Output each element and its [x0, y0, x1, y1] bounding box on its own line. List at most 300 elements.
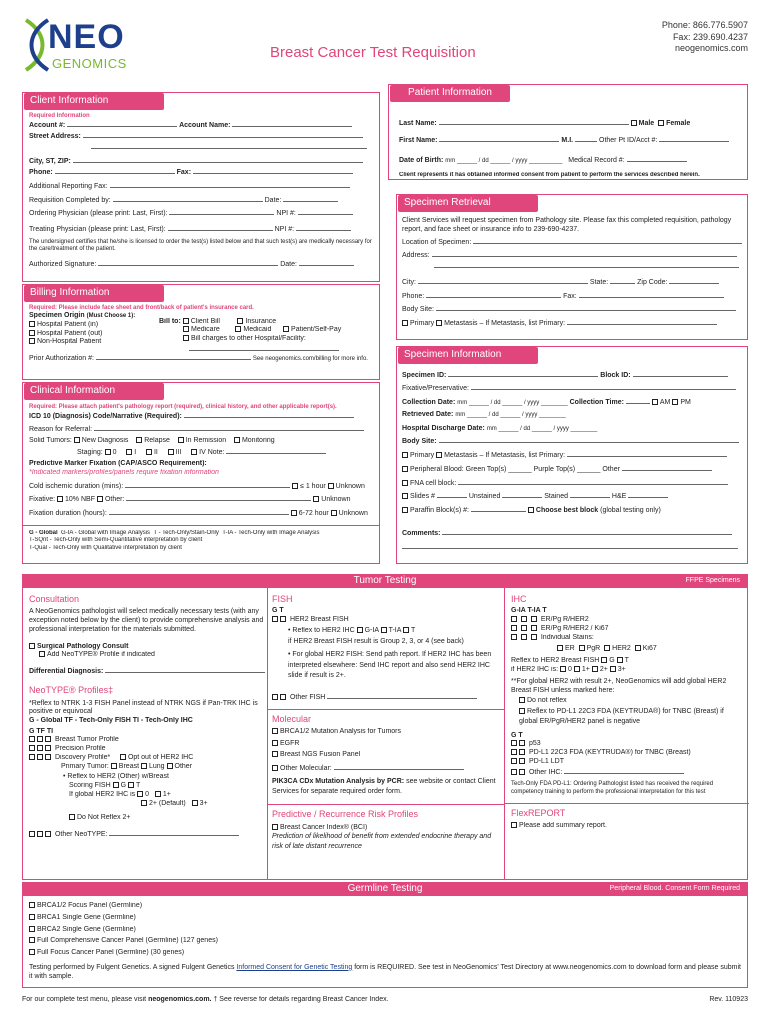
stained-field[interactable] — [570, 491, 610, 498]
phone-text: Phone: 866.776.5907 — [661, 20, 748, 30]
pt-lung-checkbox[interactable] — [141, 763, 147, 769]
fix-other-field[interactable] — [126, 494, 311, 501]
molecular-title: Molecular — [272, 713, 312, 724]
tumor-testing-bar — [22, 574, 748, 588]
ihc-gt2-header: G T — [511, 731, 523, 739]
ordering-label: Ordering Physician (please print: Last, First): — [29, 210, 168, 218]
germ-note-a: Testing performed by Fulgent Genetics. A signed Fulgent Genetics — [29, 963, 235, 971]
comments-field-2[interactable] — [402, 542, 738, 549]
req-by-field[interactable] — [113, 195, 263, 202]
account-num-label: Account #: — [29, 122, 66, 129]
bci-label: Breast Cancer Index® (BCI) — [280, 823, 368, 831]
predictive-title: Predictive / Recurrence Risk Profiles — [272, 809, 419, 820]
specimen-retrieval-title: Specimen Retrieval — [398, 195, 538, 212]
germ-comprehensive-label: Full Comprehensive Cancer Panel (Germline) (127 genes) — [37, 937, 218, 945]
stain-ki67-label: Ki67 — [642, 645, 657, 653]
other-neotype-field[interactable] — [109, 829, 239, 836]
no-reflex-label: Do Not Reflex 2+ — [77, 814, 131, 822]
erpr-gia-checkbox[interactable] — [511, 616, 517, 622]
her2-fish-g-checkbox[interactable] — [272, 616, 278, 622]
req-by-label: Requisition Completed by: — [29, 196, 111, 204]
state-field[interactable] — [610, 277, 635, 284]
neotype-legend: G - Global TF - Tech-Only FISH TI - Tech-Only IHC — [29, 716, 193, 724]
body-site-field[interactable] — [439, 436, 739, 443]
fix-unknown-label: Unknown — [321, 496, 351, 504]
scoring-g-checkbox[interactable] — [113, 782, 119, 788]
do-not-reflex-label: Do not reflex — [527, 696, 567, 704]
surg-consult-checkbox[interactable] — [29, 643, 35, 649]
footer-site-link[interactable]: neogenomics.com. — [148, 996, 212, 1003]
state-label: State: — [589, 278, 609, 286]
certify-text: The undersigned certifies that he/she is licensed to order the test(s) listed below and that such test(s) are medically necessary for the care/treatment of the patient. — [29, 238, 372, 252]
solid-tumors-label: Solid Tumors: — [29, 436, 72, 444]
city-field[interactable] — [73, 156, 363, 163]
ih-0-checkbox[interactable] — [137, 791, 143, 797]
logo-text-neo: NEO — [48, 18, 125, 56]
consult-title: Consultation — [29, 594, 80, 604]
retrieved-date-field[interactable]: mm ______ / dd ______ / yyyy ________ — [455, 411, 566, 418]
stage-3-label: III — [175, 449, 182, 457]
reflex-gia-checkbox[interactable] — [357, 627, 363, 633]
req-date-field[interactable] — [283, 195, 338, 202]
reason-field[interactable] — [94, 424, 364, 431]
collection-time-field[interactable] — [626, 397, 650, 404]
range-checkbox[interactable] — [291, 510, 297, 516]
brca-tumor-checkbox[interactable] — [272, 728, 278, 734]
paraffin-field[interactable] — [471, 505, 526, 512]
legend-tqual: T-Qual - Tech-Only with Qualitative interpretation by client — [29, 544, 182, 551]
stage-3-checkbox[interactable] — [168, 449, 174, 455]
germline-bar — [22, 882, 748, 896]
add-fax-field[interactable] — [110, 181, 350, 188]
ih-1-checkbox[interactable] — [155, 791, 161, 797]
ret-fax-label: Fax: — [563, 292, 577, 300]
bci-checkbox[interactable] — [272, 824, 278, 830]
monitoring-checkbox[interactable] — [234, 437, 240, 443]
comments-field[interactable] — [442, 528, 732, 535]
fna-label: FNA cell block: — [410, 479, 457, 487]
btp-tf-checkbox[interactable] — [37, 736, 43, 742]
p53-g-checkbox[interactable] — [511, 740, 517, 746]
note-label: Note: — [207, 449, 225, 457]
he-label: H&E — [611, 493, 627, 501]
ihc-val-0-label: 0 — [568, 665, 572, 673]
pp-ti-checkbox[interactable] — [45, 745, 51, 751]
new-diagnosis-label: New Diagnosis — [81, 436, 129, 444]
pt-other-label: Other — [174, 762, 193, 770]
other-molecular-checkbox[interactable] — [272, 765, 278, 771]
origin-out-checkbox[interactable] — [29, 330, 35, 336]
tia-label: T-IA — [388, 626, 402, 634]
ngs-fusion-label: Breast NGS Fusion Panel — [280, 751, 361, 759]
he-field[interactable] — [628, 491, 668, 498]
nbf-checkbox[interactable] — [57, 496, 63, 502]
add-fax-label: Additional Reporting Fax: — [29, 182, 108, 190]
other-neotype-tf-checkbox[interactable] — [37, 831, 43, 837]
lt1-hour-checkbox[interactable] — [292, 483, 298, 489]
ngs-fusion-checkbox[interactable] — [272, 751, 278, 757]
stage-4-checkbox[interactable] — [191, 449, 197, 455]
primary-checkbox[interactable] — [402, 452, 408, 458]
pt-breast-checkbox[interactable] — [111, 763, 117, 769]
client-fax-field[interactable] — [193, 167, 353, 174]
ret-city-field[interactable] — [418, 277, 588, 284]
her2-fish-t-checkbox[interactable] — [280, 616, 286, 622]
primary-label: Primary — [410, 452, 435, 459]
medicaid-label: Medicaid — [243, 326, 272, 334]
in-remission-checkbox[interactable] — [178, 437, 184, 443]
bill-hospital-checkbox[interactable] — [183, 335, 189, 341]
germ-comprehensive-checkbox[interactable] — [29, 937, 35, 943]
specimen-info-section — [396, 346, 748, 564]
street-field[interactable] — [83, 131, 363, 138]
stage-1-checkbox[interactable] — [126, 449, 132, 455]
fixation-label: Predictive Marker Fixation (CAP/ASCO Requirement): — [29, 460, 207, 467]
pdl1-22c3-t-checkbox[interactable] — [519, 749, 525, 755]
other-neotype-ti-checkbox[interactable] — [45, 831, 51, 837]
tumor-testing-section — [22, 588, 748, 880]
optout-checkbox[interactable] — [120, 754, 126, 760]
prior-auth-label: Prior Authorization #: — [29, 355, 94, 362]
other-ihc-t-checkbox[interactable] — [519, 769, 525, 775]
erpr-ki67-gia-checkbox[interactable] — [511, 625, 517, 631]
btp-ti-checkbox[interactable] — [45, 736, 51, 742]
location-label: Location of Specimen: — [402, 238, 472, 246]
ret-primary-checkbox[interactable] — [402, 320, 408, 326]
ihc-val-3-checkbox[interactable] — [610, 666, 616, 672]
erpr-t-checkbox[interactable] — [531, 616, 537, 622]
ret-metastasis-checkbox[interactable] — [436, 320, 442, 326]
other-fish-field[interactable] — [327, 692, 477, 699]
reflex-fish-label: Reflex to HER2 Breast FISH — [511, 657, 600, 664]
gia-label: G-IA — [364, 626, 379, 634]
add-neotype-label: Add NeoTYPE® Profile if indicated — [47, 651, 155, 659]
btp-g-checkbox[interactable] — [29, 736, 35, 742]
fish-column — [267, 588, 505, 880]
dur-unknown-checkbox[interactable] — [331, 510, 337, 516]
stain-er-checkbox[interactable] — [557, 645, 563, 651]
ihc-gt-header: G-IA T-IA T — [511, 607, 547, 615]
medrec-label: Medical Record #: — [568, 157, 625, 164]
flex-label: Please add summary report. — [519, 822, 607, 830]
new-diagnosis-checkbox[interactable] — [74, 437, 80, 443]
neotype-columns: G TF TI — [29, 727, 54, 735]
ret-primary-label: Primary — [410, 320, 435, 328]
bill-hospital-field[interactable] — [189, 344, 339, 351]
reflex-pdl1-label: Reflex to PD-L1 22C3 FDA (KEYTRUDA®) for TNBC (Breast) if global ER/PgR/HER2 panel is negative — [519, 708, 724, 725]
legend-tsqnt: T-SQnt - Tech-Only with Semi-Quantitative interpretation by client — [29, 537, 203, 544]
client-phone-field[interactable] — [55, 167, 175, 174]
specimen-origin-label: Specimen Origin — [29, 312, 85, 319]
blood-other-field[interactable] — [622, 464, 712, 471]
npi-label: NPI #: — [276, 210, 296, 218]
account-num-field[interactable] — [67, 120, 177, 127]
indiv-gia-checkbox[interactable] — [511, 634, 517, 640]
mi-label: M.I. — [561, 137, 574, 145]
germline-peripheral-label: Peripheral Blood. Consent Form Required — [609, 885, 740, 892]
metastasis-checkbox[interactable] — [436, 452, 442, 458]
fix-unknown-checkbox[interactable] — [313, 496, 319, 502]
individual-stains-label: Individual Stains: — [540, 633, 594, 641]
p53-t-checkbox[interactable] — [519, 740, 525, 746]
pdl1-ldt-t-checkbox[interactable] — [519, 758, 525, 764]
last-name-label: Last Name: — [399, 119, 437, 127]
unstained-field[interactable] — [502, 491, 542, 498]
her2-fish-label: HER2 Breast FISH — [289, 616, 349, 623]
dp-tf-checkbox[interactable] — [37, 754, 43, 760]
consent-link[interactable]: Informed Consent for Genetic Testing — [236, 963, 353, 971]
cold-unknown-checkbox[interactable] — [328, 483, 334, 489]
self-pay-checkbox[interactable] — [283, 326, 289, 332]
relapse-checkbox[interactable] — [136, 437, 142, 443]
cold-ischemic-field[interactable] — [125, 481, 290, 488]
body-site-label: Body Site: — [402, 438, 437, 446]
cold-ischemic-label: Cold ischemic duration (mins): — [29, 482, 124, 490]
peripheral-blood-checkbox[interactable] — [402, 466, 408, 472]
ret-fax-field[interactable] — [579, 291, 724, 298]
metastasis-field[interactable] — [567, 450, 727, 457]
male-checkbox[interactable] — [631, 120, 637, 126]
website-text: neogenomics.com — [674, 43, 748, 54]
location-field[interactable] — [473, 237, 742, 244]
address-field-2[interactable] — [434, 261, 739, 268]
reflex-pdl1-checkbox[interactable] — [519, 708, 525, 714]
clinical-info-section — [22, 382, 380, 564]
stain-her2-checkbox[interactable] — [604, 645, 610, 651]
client-bill-checkbox[interactable] — [183, 318, 189, 324]
erpr-ki67-tia-checkbox[interactable] — [521, 625, 527, 631]
erpr-tia-checkbox[interactable] — [521, 616, 527, 622]
diff-dx-field[interactable] — [105, 666, 265, 673]
reflex-ntrk-text: *Reflex to NTRK 1-3 FISH Panel instead of NTRK NGS if Pan-TRK IHC is positive or equivocal — [29, 700, 258, 716]
last-name-field[interactable] — [439, 118, 629, 125]
slides-field[interactable] — [437, 491, 467, 498]
stain-pgr-checkbox[interactable] — [579, 645, 585, 651]
origin-non-hospital-checkbox[interactable] — [29, 338, 35, 344]
fixative-clin-label: Fixative: — [29, 496, 56, 504]
germ-brca12-checkbox[interactable] — [29, 902, 35, 908]
purple-top-field[interactable]: Purple Top(s) ______ — [533, 465, 601, 473]
legend-t: T - Tech-Only/Stain-Only — [153, 529, 219, 536]
pp-g-checkbox[interactable] — [29, 745, 35, 751]
origin-non-hospital-label: Non-Hospital Patient — [37, 338, 102, 346]
other-id-field[interactable] — [659, 135, 729, 142]
ih-1-label: 1+ — [162, 790, 171, 798]
ihc-val-1-checkbox[interactable] — [574, 666, 580, 672]
client-info-title: Client Information — [24, 93, 164, 110]
ihc-val-0-checkbox[interactable] — [560, 666, 566, 672]
pp-tf-checkbox[interactable] — [37, 745, 43, 751]
npi-label-2: NPI #: — [274, 226, 295, 233]
footer-text-a: For our complete test menu, please visit — [22, 996, 147, 1003]
germ-focus-checkbox[interactable] — [29, 949, 35, 955]
egfr-checkbox[interactable] — [272, 740, 278, 746]
reflex-t-checkbox[interactable] — [403, 627, 409, 633]
ih-3-checkbox[interactable] — [192, 800, 198, 806]
germline-section — [22, 896, 748, 988]
pdl1-ldt-g-checkbox[interactable] — [511, 758, 517, 764]
street-field-2[interactable] — [91, 142, 367, 149]
nbf-label: 10% NBF — [65, 496, 95, 504]
reflex-fish-g-checkbox[interactable] — [601, 657, 607, 663]
self-pay-label: Patient/Self-Pay — [291, 326, 342, 334]
if-global-label: If global HER2 IHC is — [69, 790, 136, 798]
retrieval-text: Client Services will request specimen from Pathology site. Please fax this completed requisition, pathology report, and face sheet or insurance info to 239-690-4237. — [402, 216, 732, 233]
no-reflex-checkbox[interactable] — [69, 814, 75, 820]
footer — [22, 996, 748, 1005]
ih-2-checkbox[interactable] — [141, 800, 147, 806]
client-info-section — [22, 92, 380, 282]
medicare-label: Medicare — [191, 326, 220, 334]
stain-ki67-checkbox[interactable] — [635, 645, 641, 651]
do-not-reflex-checkbox[interactable] — [519, 697, 525, 703]
npi-field-2[interactable] — [296, 224, 351, 231]
dp-ti-checkbox[interactable] — [45, 754, 51, 760]
clinical-info-title: Clinical Information — [24, 383, 164, 400]
fix-other-checkbox[interactable] — [97, 496, 103, 502]
consult-text: A NeoGenomics pathologist will select medically necessary tests (with any exception noted below by the client) to provide comprehensive analysis and professional interpretation for the materials submitted. — [29, 608, 264, 634]
auth-sig-field[interactable] — [98, 259, 278, 266]
patient-info-section — [388, 84, 748, 180]
fixation-note: *Indicated markers/profiles/panels require fixation information — [29, 468, 219, 476]
zip-field[interactable] — [669, 277, 719, 284]
other-ihc-label: Other IHC: — [528, 768, 563, 776]
other-neotype-label: Other NeoTYPE: — [54, 831, 108, 839]
collection-date-field[interactable]: mm ______ / dd ______ / yyyy ________ — [457, 400, 568, 406]
specimen-id-field[interactable] — [448, 370, 598, 377]
ordering-field[interactable] — [169, 208, 274, 215]
reflex-fish-t-checkbox[interactable] — [617, 657, 623, 663]
pt-other-checkbox[interactable] — [167, 763, 173, 769]
monitoring-label: Monitoring — [241, 436, 275, 444]
discharge-date-field[interactable]: mm ______ / dd ______ / yyyy ________ — [486, 425, 598, 432]
germ-note-b: form is REQUIRED. See test in NeoGenomics' Test Directory at www.neogenomics.com to download form and please submit it with sample. — [29, 963, 741, 980]
npi-field[interactable] — [298, 208, 353, 215]
other-ihc-field[interactable] — [564, 767, 684, 774]
flexreport-title: FlexREPORT — [511, 807, 566, 818]
ihc-column: IHC G-IA T-IA T ER/Pg R/HER2 ER/Pg R/HER2 / Ki67 Individual Stains: ER PgR HER2 Ki67 Reflex to HER2 Breast FISH G T if HER2 IHC is: 0 1+ 2+ 3+ **For global HER2 with result 2+, NeoGenomics will add global HER2 Breast FISH unless marked here: Do not reflex Reflex to PD-L1 22C3 FDA (KEYTRUDA®) for TNBC (Breast) if global ER/PgR/HER2 panel is negative G T p53 PD-L1 22C3 FDA (KEYTRUDA®) for TNBC (Breast) PD-L1 LDT Other IHC: Tech-Only FDA PD-L1: Ordering Pathologist listed has received the required competency training to perform the professional interpretation for this test FlexREPORT Please add summary report. — [511, 594, 743, 831]
breast-tumor-profile-label: Breast Tumor Profile — [54, 736, 119, 744]
medicaid-checkbox[interactable] — [235, 326, 241, 332]
other-molecular-field[interactable] — [334, 763, 464, 770]
medrec-field[interactable] — [627, 155, 687, 162]
lt1-hour-label: ≤ 1 hour — [300, 482, 326, 490]
origin-in-label: Hospital Patient (in) — [37, 320, 99, 328]
germ-brca12-label: BRCA1/2 Focus Panel (Germline) — [37, 902, 143, 909]
reason-label: Reason for Referral: — [29, 425, 93, 433]
address-field[interactable] — [432, 250, 737, 257]
ret-body-site-field[interactable] — [436, 304, 736, 311]
mi-field[interactable] — [575, 135, 597, 142]
dp-g-checkbox[interactable] — [29, 754, 35, 760]
revision-text: Rev. 110923 — [709, 996, 748, 1003]
indiv-tia-checkbox[interactable] — [521, 634, 527, 640]
account-name-field[interactable] — [232, 120, 352, 127]
required-info-label: Required Information — [29, 112, 90, 119]
see-billing-text: See neogenomics.com/billing for more info. — [252, 356, 368, 362]
other-fish-t-checkbox[interactable] — [280, 694, 286, 700]
city-label: City, ST, ZIP: — [29, 158, 71, 166]
staging-label: Staging: — [77, 449, 103, 457]
duration-field[interactable] — [109, 508, 289, 515]
address-label: Address: — [402, 252, 430, 260]
medicare-checkbox[interactable] — [183, 326, 189, 332]
ihc-val-2-checkbox[interactable] — [592, 666, 598, 672]
specimen-info-title: Specimen Information — [398, 347, 538, 364]
consult-column: Consultation A NeoGenomics pathologist will select medically necessary tests (with any exception noted below by the client) to provide comprehensive analysis and professional interpretation for the materials submitted. Surgical Pathology Consult Add NeoTYPE® Profile if indicated Differential Diagnosis: NeoTYPE® Profiles‡ *Reflex to NTRK 1-3 FISH Panel instead of NTRK NGS if Pan-TRK IHC is positive or equivocal G - Global TF - Tech-Only FISH TI - Tech-Only IHC G TF TI Breast Tumor Profile Precision Profile Discovery Profile* Opt out of HER2 IHC Primary Tumor: Breast Lung Other • Reflex to HER2 (Other) w/Breast Scoring FISH G T If global HER2 IHC is 0 1+ 2+ (Default) 3+ Do Not Reflex 2+ Other NeoTYPE: — [29, 594, 264, 839]
logo-text-genomics: GENOMICS — [52, 56, 127, 71]
insurance-checkbox[interactable] — [237, 318, 243, 324]
female-checkbox[interactable] — [658, 120, 664, 126]
scoring-t-checkbox[interactable] — [128, 782, 134, 788]
sig-date-field[interactable] — [299, 259, 354, 266]
pm-checkbox[interactable] — [672, 399, 678, 405]
ret-phone-field[interactable] — [426, 291, 561, 298]
ret-metastasis-field[interactable] — [567, 318, 717, 325]
origin-in-checkbox[interactable] — [29, 321, 35, 327]
add-neotype-checkbox[interactable] — [39, 651, 45, 657]
stage-0-checkbox[interactable] — [105, 449, 111, 455]
fna-checkbox[interactable] — [402, 480, 408, 486]
ihc-val-3-label: 3+ — [617, 665, 626, 673]
green-top-field[interactable]: Green Top(s) ______ — [465, 465, 532, 473]
peripheral-blood-label: Peripheral Blood: — [410, 465, 464, 473]
icd-field[interactable] — [184, 411, 354, 418]
metastasis-label: Metastasis – If Metastasis, list Primary: — [444, 452, 566, 459]
slides-checkbox[interactable] — [402, 493, 408, 499]
other-neotype-g-checkbox[interactable] — [29, 831, 35, 837]
surg-consult-label: Surgical Pathology Consult — [37, 642, 129, 650]
other-ihc-g-checkbox[interactable] — [511, 769, 517, 775]
best-block-checkbox[interactable] — [528, 507, 534, 513]
germ-brca1-checkbox[interactable] — [29, 914, 35, 920]
reflex-tia-checkbox[interactable] — [381, 627, 387, 633]
germ-focus-label: Full Focus Cancer Panel (Germline) (30 genes) — [37, 949, 185, 956]
other-fish-g-checkbox[interactable] — [272, 694, 278, 700]
flex-checkbox[interactable] — [511, 822, 517, 828]
billing-required-text: Required: Please include face sheet and front/back of patient's insurance card. — [29, 304, 254, 311]
pik3ca-label: PIK3CA CDx Mutation Analysis by PCR: — [272, 777, 405, 785]
germ-brca1-label: BRCA1 Single Gene (Germline) — [37, 913, 136, 921]
germ-brca2-checkbox[interactable] — [29, 926, 35, 932]
am-checkbox[interactable] — [652, 399, 658, 405]
first-name-field[interactable] — [439, 135, 559, 142]
dob-field[interactable]: mm ______ / dd ______ / yyyy __________ — [445, 158, 563, 164]
germline-title: Germline Testing — [347, 883, 423, 894]
erpr-ki67-t-checkbox[interactable] — [531, 625, 537, 631]
stage-0-label: 0 — [112, 449, 117, 457]
indiv-t-checkbox[interactable] — [531, 634, 537, 640]
fixative-label: Fixative/Preservative: — [402, 385, 469, 393]
stain-pgr-label: PgR — [586, 645, 601, 653]
treating-label: Treating Physician (please print: Last, First): — [29, 226, 166, 233]
fna-field[interactable] — [458, 478, 728, 485]
in-remission-label: In Remission — [185, 436, 227, 444]
paraffin-checkbox[interactable] — [402, 507, 408, 513]
block-id-label: Block ID: — [600, 371, 631, 379]
egfr-label: EGFR — [280, 739, 300, 747]
stage-2-checkbox[interactable] — [146, 449, 152, 455]
block-id-field[interactable] — [633, 370, 728, 377]
other-molecular-label: Other Molecular: — [280, 765, 332, 772]
pm-label: PM — [680, 399, 691, 406]
clinical-required-text: Required: Please attach patient's pathology report (required), clinical history, and other applicable report(s). — [29, 403, 337, 410]
insurance-label: Insurance — [245, 317, 277, 325]
treating-field[interactable] — [168, 224, 273, 231]
pdl1-22c3-g-checkbox[interactable] — [511, 749, 517, 755]
note-field[interactable] — [226, 447, 326, 454]
fixative-field[interactable] — [471, 383, 736, 390]
